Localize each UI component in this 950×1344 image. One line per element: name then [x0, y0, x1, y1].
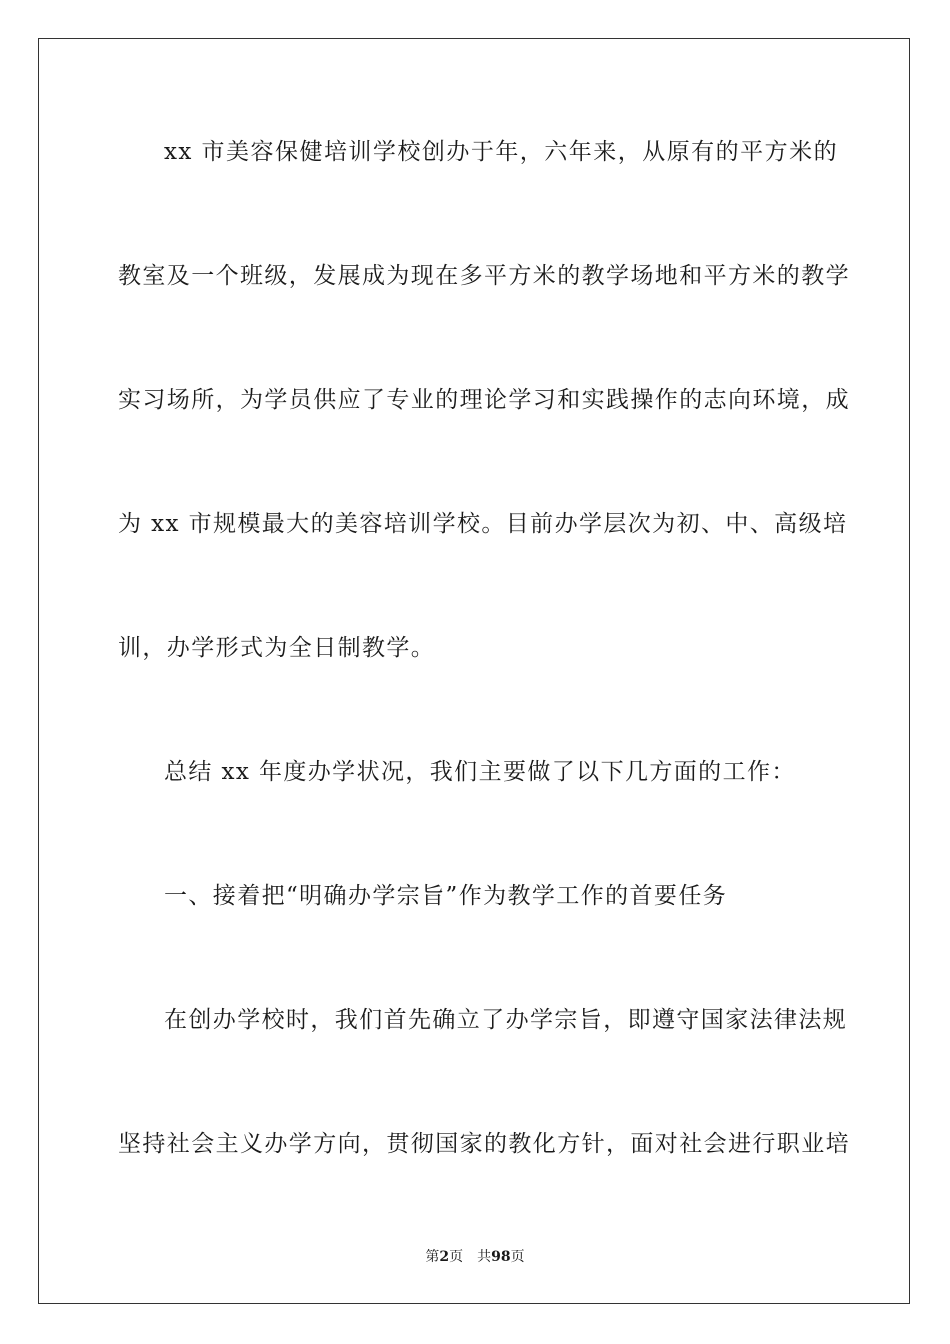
text-line: xx 市美容保健培训学校创办于年，六年来，从原有的平方米的	[164, 139, 838, 165]
footer-page-number: 2	[439, 1249, 450, 1265]
page-border	[38, 38, 910, 1304]
footer-page-suffix: 页	[449, 1249, 464, 1265]
text-line: 在创办学校时，我们首先确立了办学宗旨，即遵守国家法律法规	[164, 1007, 848, 1033]
section-heading: 一、接着把“明确办学宗旨”作为教学工作的首要任务	[164, 883, 728, 909]
text-line: 训，办学形式为全日制教学。	[118, 635, 436, 661]
text-line: 坚持社会主义办学方向，贯彻国家的教化方针，面对社会进行职业培	[118, 1131, 850, 1157]
page-footer	[0, 1248, 950, 1266]
footer-page-prefix: 第	[425, 1249, 440, 1265]
footer-total-suffix: 页	[510, 1249, 525, 1265]
text-line: 总结 xx 年度办学状况，我们主要做了以下几方面的工作：	[164, 759, 796, 785]
text-line: 教室及一个班级，发展成为现在多平方米的教学场地和平方米的教学	[118, 263, 850, 289]
text-line: 实习场所，为学员供应了专业的理论学习和实践操作的志向环境，成	[118, 387, 850, 413]
footer-total-pages: 98	[491, 1249, 511, 1265]
footer-total-prefix: 共	[477, 1249, 492, 1265]
text-line: 为 xx 市规模最大的美容培训学校。目前办学层次为初、中、高级培	[118, 511, 848, 537]
